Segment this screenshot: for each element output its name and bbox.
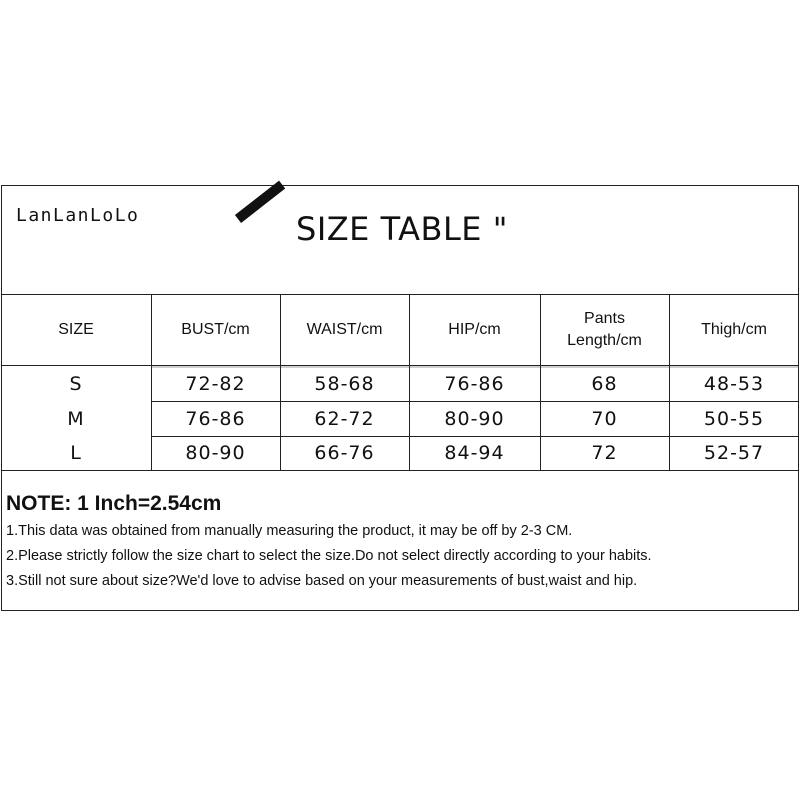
cell-pants-length: 70 — [591, 407, 618, 430]
header-size: SIZE — [58, 321, 94, 338]
note-line-3: 3.Still not sure about size?We'd love to advise based on your measurements of bust,waist and hip. — [6, 573, 638, 589]
note-title: NOTE: 1 Inch=2.54cm — [6, 492, 222, 515]
header-pants-length — [540, 294, 669, 366]
header-bust: BUST/cm — [181, 321, 250, 338]
header-pants-line1: Pants — [584, 310, 625, 327]
cell-waist: 62-72 — [314, 407, 375, 430]
note-line-1: 1.This data was obtained from manually measuring the product, it may be off by 2-3 CM. — [6, 523, 573, 539]
note-line-2: 2.Please strictly follow the size chart to select the size.Do not select directly according to your habits. — [6, 548, 652, 564]
cell-size: M — [67, 407, 85, 430]
cell-pants-length: 72 — [591, 442, 618, 464]
cell-hip: 84-94 — [444, 442, 505, 464]
header-hip: HIP/cm — [448, 321, 501, 338]
cell-bust: 76-86 — [185, 407, 246, 430]
table-bottom-line — [1, 470, 799, 471]
page-title: SIZE TABLE " — [296, 210, 508, 248]
header-thigh: Thigh/cm — [701, 321, 767, 338]
cell-thigh: 52-57 — [703, 442, 765, 464]
brand-logo: LanLanLoLo — [16, 205, 140, 226]
cell-hip: 80-90 — [444, 407, 505, 430]
cell-thigh: 48-53 — [703, 372, 765, 395]
cell-thigh: 50-55 — [703, 407, 765, 430]
cell-size: L — [70, 442, 82, 464]
cell-hip: 76-86 — [444, 372, 505, 395]
cell-waist: 58-68 — [314, 372, 375, 395]
cell-bust: 80-90 — [185, 442, 246, 464]
header-waist: WAIST/cm — [306, 321, 383, 338]
cell-pants-length: 68 — [591, 372, 618, 395]
header-pants-line2: Length/cm — [567, 332, 642, 349]
cell-bust: 72-82 — [185, 372, 246, 395]
cell-waist: 66-76 — [314, 442, 375, 464]
cell-size: S — [69, 372, 83, 395]
